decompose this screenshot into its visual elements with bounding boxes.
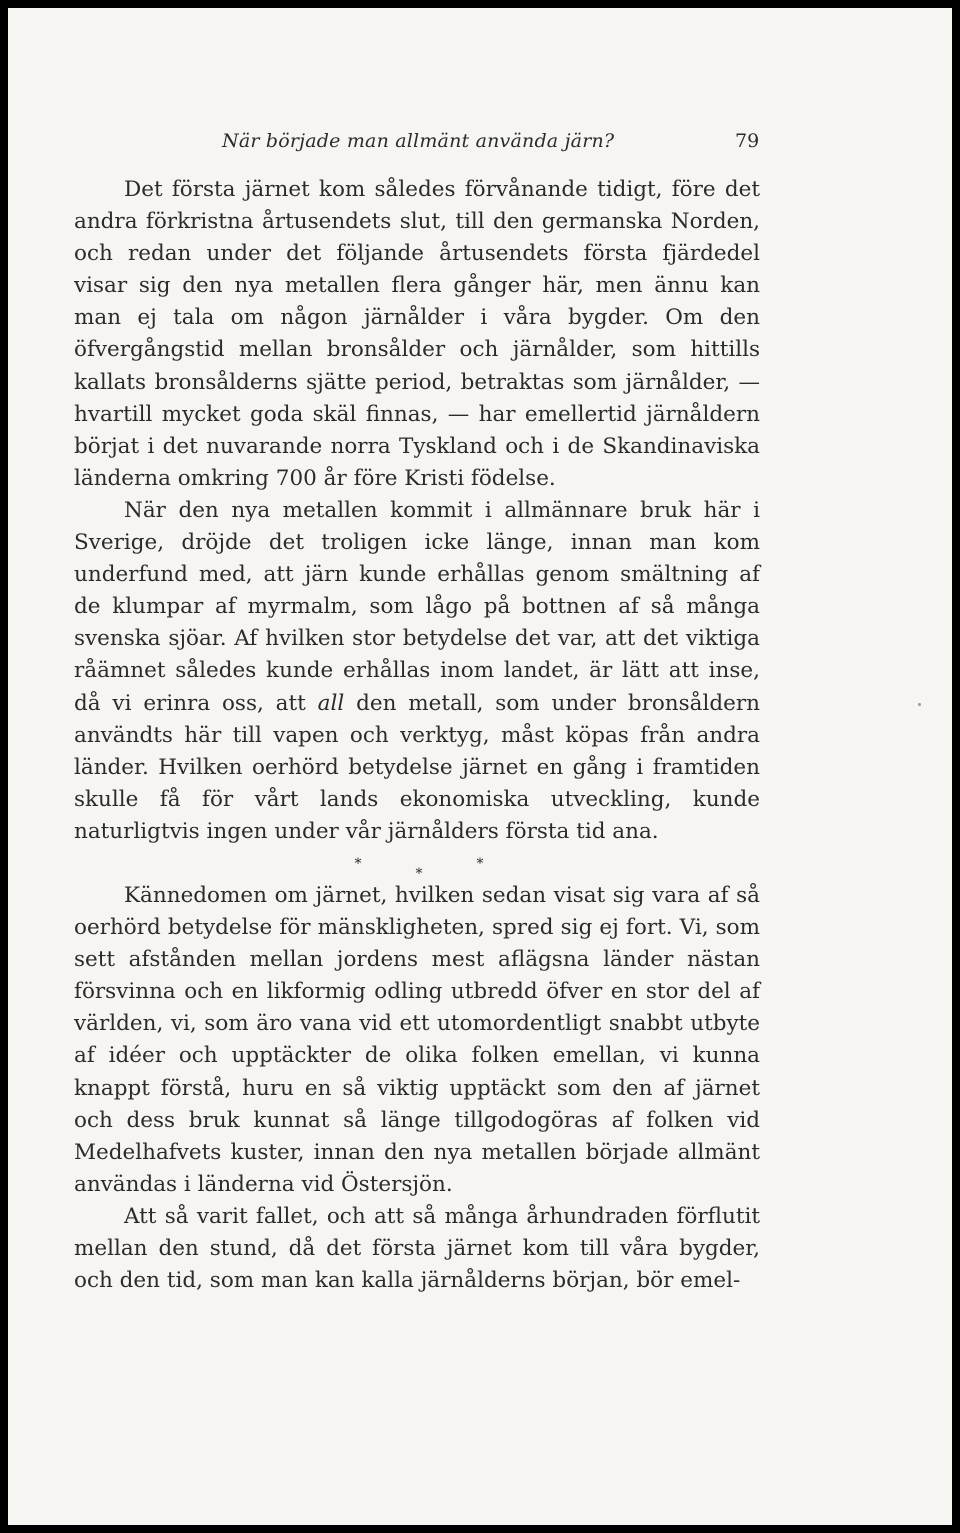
section-separator bbox=[74, 848, 760, 880]
paragraph-2-end: den metall, som under bronsåldern användts här till vapen och verktyg, måst köpas från andra länder. Hvilken oerhörd betydelse järnet en gång i framtiden skulle få för vårt lands ekonomiska utveckling, kunde naturligtvis ingen under vår järnålders första tid ana. bbox=[74, 690, 760, 844]
running-title: När började man allmänt använda järn? bbox=[222, 130, 615, 152]
asterisk: * bbox=[354, 855, 362, 872]
paragraph-4: Att så varit fallet, och att så många århundraden förflutit mellan den stund, då det första järnet kom till våra bygder, och den tid, som man kan kalla järnålderns början, bör emel- bbox=[74, 1203, 760, 1294]
paragraph-3: Kännedomen om järnet, hvilken sedan visat sig vara af så oerhörd betydelse för mänskligheten, spred sig ej fort. Vi, som sett afstånden mellan jordens mest aflägsna länder nästan försvinna och en likformig odling utbredd öfver en stor del af världen, vi, som äro vana vid ett utomordentligt snabbt utbyte af idéer och upptäckter de olika folken emellan, vi kunna knappt förstå, huru en så viktig upptäckt som den af järnet och dess bruk kunnat så länge tillgodogöras af folken vid Medelhafvets kuster, innan den nya metallen började allmänt användas i länderna vid Östersjön. bbox=[74, 882, 760, 1197]
speck bbox=[918, 703, 921, 706]
paragraph-2-start: När den nya metallen kommit i allmännare bruk här i Sverige, dröjde det troligen icke länge, innan man kom underfund med, att järn kunde erhållas genom smältning af de klumpar af myrmalm, som lågo på bottnen af så många svenska sjöar. Af hvilken stor betydelse det var, att det viktiga råämnet således kunde erhållas inom landet, är lätt att inse, då vi erinra oss, att bbox=[74, 497, 760, 716]
paragraph-1: Det första järnet kom således förvånande tidigt, före det andra förkristna årtusendets slut, till den germanska Norden, och redan under det följande årtusendets första fjärdedel visar sig den nya metallen flera gånger här, men ännu kan man ej tala om någon järnålder i våra bygder. Om den öfvergångstid mellan bronsålder och järnålder, som hittills kallats bronsålderns sjätte period, betraktas som järnålder, — hvartill mycket goda skäl finnas, — har emellertid järnåldern börjat i det nuvarande norra Tyskland och i de Skandinaviska länderna omkring 700 år före Kristi födelse. bbox=[74, 177, 760, 491]
asterisk: * bbox=[476, 855, 484, 872]
book-page bbox=[8, 8, 952, 1525]
page-header bbox=[8, 126, 952, 162]
body-text bbox=[74, 174, 760, 1297]
page-number: 79 bbox=[735, 130, 760, 152]
asterisk: * bbox=[415, 865, 423, 882]
emphasized-word: all bbox=[317, 690, 345, 716]
paragraph-2 bbox=[74, 495, 760, 848]
